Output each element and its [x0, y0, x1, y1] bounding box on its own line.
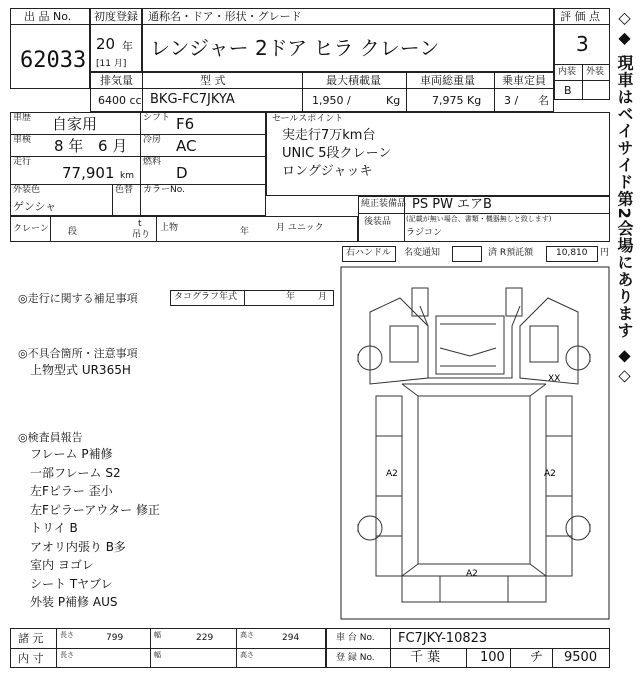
after-parts-value: ラジコン — [406, 228, 443, 238]
damage-mark: A2 — [386, 469, 398, 479]
driving-notes-title: ◎走行に関する補足事項 — [18, 292, 138, 305]
inspection-month: 6 月 — [98, 137, 128, 155]
inspection-year: 8 年 — [54, 137, 84, 155]
model-label: 型 式 — [200, 74, 226, 87]
spec-label: 諸 元 — [18, 632, 44, 645]
sales-point-line: UNIC 5段クレーン — [282, 146, 392, 161]
sales-point-line: 実走行7万km台 — [282, 128, 376, 143]
first-reg-month: [11 月] — [96, 59, 127, 69]
shift-value: F6 — [176, 115, 195, 133]
ext-color-label: 外装色 — [13, 185, 41, 195]
inspector-line: 一部フレーム S2 — [30, 465, 121, 480]
max-load-label: 最大積載量 — [326, 74, 381, 87]
reg-area: 千 葉 — [410, 650, 441, 665]
inspector-line: フレーム P補修 — [30, 447, 113, 461]
after-parts-note: (記載が無い場合、書類・機器無しと致します) — [406, 215, 552, 223]
ac-value: AC — [176, 137, 197, 155]
inspection-label: 車検 — [13, 135, 32, 145]
inspector-line: 室内 ヨゴレ — [30, 558, 94, 572]
shift-label: シフト — [143, 113, 171, 123]
vin-label: 車 台 No. — [336, 633, 375, 643]
inspector-line: 外装 P補修 AUS — [30, 595, 118, 609]
int-grade-value: B — [564, 84, 572, 97]
upper-year-unit: 年 — [240, 227, 250, 237]
fuel-value: D — [176, 164, 188, 182]
car-name: レンジャー 2ドア ヒラ クレーン — [150, 36, 440, 60]
cab-left-side — [370, 298, 428, 384]
max-load-value: 1,950 / — [312, 94, 351, 107]
gross-weight-label: 車両総重量 — [420, 74, 475, 87]
mileage-label: 走行 — [13, 157, 32, 167]
reg-number: 9500 — [564, 650, 598, 665]
damage-mark: XX — [548, 374, 561, 384]
reg-label: 登 録 No. — [336, 653, 375, 663]
defect-line: 上物型式 UR365H — [30, 363, 131, 377]
model-header: 通称名・ドア・形状・グレード — [148, 10, 302, 23]
right-gate — [546, 396, 572, 576]
recycle-label: 済 R預託額 — [488, 248, 534, 258]
sales-point-label: セールスポイント — [272, 114, 344, 124]
lot-label: 出 品 No. — [24, 10, 72, 23]
crane-label: クレーン — [13, 224, 49, 234]
displacement-value: 6400 cc — [98, 94, 142, 107]
inspector-line: 左Fピラー 歪小 — [30, 484, 113, 498]
vehicle-diagram — [340, 266, 610, 620]
rhd-label: 右ハンドル — [346, 248, 392, 258]
equipment-value: PS PW エアB — [412, 197, 492, 212]
length-label: 長さ — [60, 631, 74, 639]
first-reg-label: 初度登録 — [94, 10, 138, 23]
mileage-value: 77,901 — [62, 164, 115, 182]
inspector-line: トリイ B — [30, 521, 78, 535]
displacement-label: 排気量 — [100, 74, 133, 87]
crane-t-unit: t — [138, 219, 142, 229]
equipment-label: 純正装備品 — [361, 199, 407, 209]
cab-right-side — [520, 298, 578, 384]
yen-unit: 円 — [600, 248, 610, 258]
max-load-unit: Kg — [386, 94, 401, 107]
crane-stage-unit: 段 — [68, 227, 78, 237]
cab-roof — [436, 316, 504, 374]
ac-label: 冷房 — [143, 135, 162, 145]
inspector-line: 左Fピラーアウター 修正 — [30, 502, 160, 517]
color-change-label: 色替 — [115, 185, 134, 195]
upper-maker: 月 ユニック — [276, 223, 324, 233]
cab-top — [420, 306, 520, 378]
capacity-unit: 名 — [538, 94, 549, 107]
name-change-label: 名変通知 — [404, 248, 441, 258]
width-value: 229 — [196, 633, 214, 643]
recycle-amount: 10,810 — [556, 248, 588, 258]
right-mirror — [506, 288, 522, 316]
first-reg-year: 20 — [96, 35, 116, 53]
gross-weight-value: 7,975 Kg — [432, 94, 482, 107]
ext-grade-label: 外装 — [586, 67, 605, 77]
name-change-box — [452, 246, 482, 262]
inner-height-label: 高さ — [240, 651, 254, 659]
cab-door-line — [440, 348, 496, 356]
upper-body-label: 上物 — [160, 223, 179, 233]
rear-gate — [402, 576, 546, 602]
ext-color-value: ゲンシャ — [13, 200, 57, 213]
width-label: 幅 — [154, 631, 161, 639]
sales-point-line: ロングジャッキ — [282, 164, 373, 179]
tacho-label: タコグラフ年式 — [174, 292, 238, 302]
left-gate — [376, 396, 402, 576]
year-unit: 年 — [122, 40, 133, 53]
vin-value: FC7JKY-10823 — [398, 631, 488, 646]
grade-value: 3 — [576, 32, 589, 56]
wheel-rear-right — [566, 516, 590, 540]
cab-left-window — [390, 326, 418, 362]
int-grade-label: 内装 — [558, 67, 577, 77]
cab-right-window — [530, 326, 558, 362]
history-label: 車歴 — [13, 113, 32, 123]
tacho-month: 月 — [318, 292, 328, 302]
after-parts-label: 後装品 — [364, 217, 392, 227]
fuel-label: 燃料 — [143, 157, 162, 167]
inner-length-label: 長さ — [60, 651, 74, 659]
reg-kana: チ — [530, 650, 544, 665]
lot-number: 62033 — [20, 48, 87, 73]
diagram-frame — [341, 267, 609, 619]
inspector-title: ◎検査員報告 — [18, 431, 83, 444]
defect-title: ◎不具合箇所・注意事項 — [18, 347, 138, 360]
grade-label: 評 価 点 — [560, 10, 600, 23]
length-value: 799 — [106, 633, 124, 643]
capacity-value: 3 / — [504, 94, 519, 107]
capacity-label: 乗車定員 — [502, 74, 546, 87]
height-value: 294 — [282, 633, 300, 643]
damage-mark: A2 — [466, 569, 478, 579]
reg-class: 100 — [480, 650, 505, 665]
damage-mark: A2 — [544, 469, 556, 479]
tacho-year: 年 — [286, 292, 296, 302]
crane-lift-unit: 吊り — [132, 230, 151, 240]
color-code-label: カラーNo. — [143, 185, 185, 195]
height-label: 高さ — [240, 631, 254, 639]
model-code: BKG-FC7JKYA — [150, 92, 235, 107]
inspector-line: シート Tヤブレ — [30, 576, 113, 591]
venue-notice: ◇◆ 現車はベイサイド第2会場にあります ◆◇ — [615, 8, 634, 386]
inner-width-label: 幅 — [154, 651, 161, 659]
mileage-unit: km — [120, 171, 134, 181]
bed-floor — [418, 396, 530, 564]
inspector-line: アオリ内張り B多 — [30, 539, 126, 554]
history-value: 自家用 — [52, 115, 98, 133]
wheel-rear-left — [358, 516, 382, 540]
inner-label: 内 寸 — [18, 652, 44, 665]
